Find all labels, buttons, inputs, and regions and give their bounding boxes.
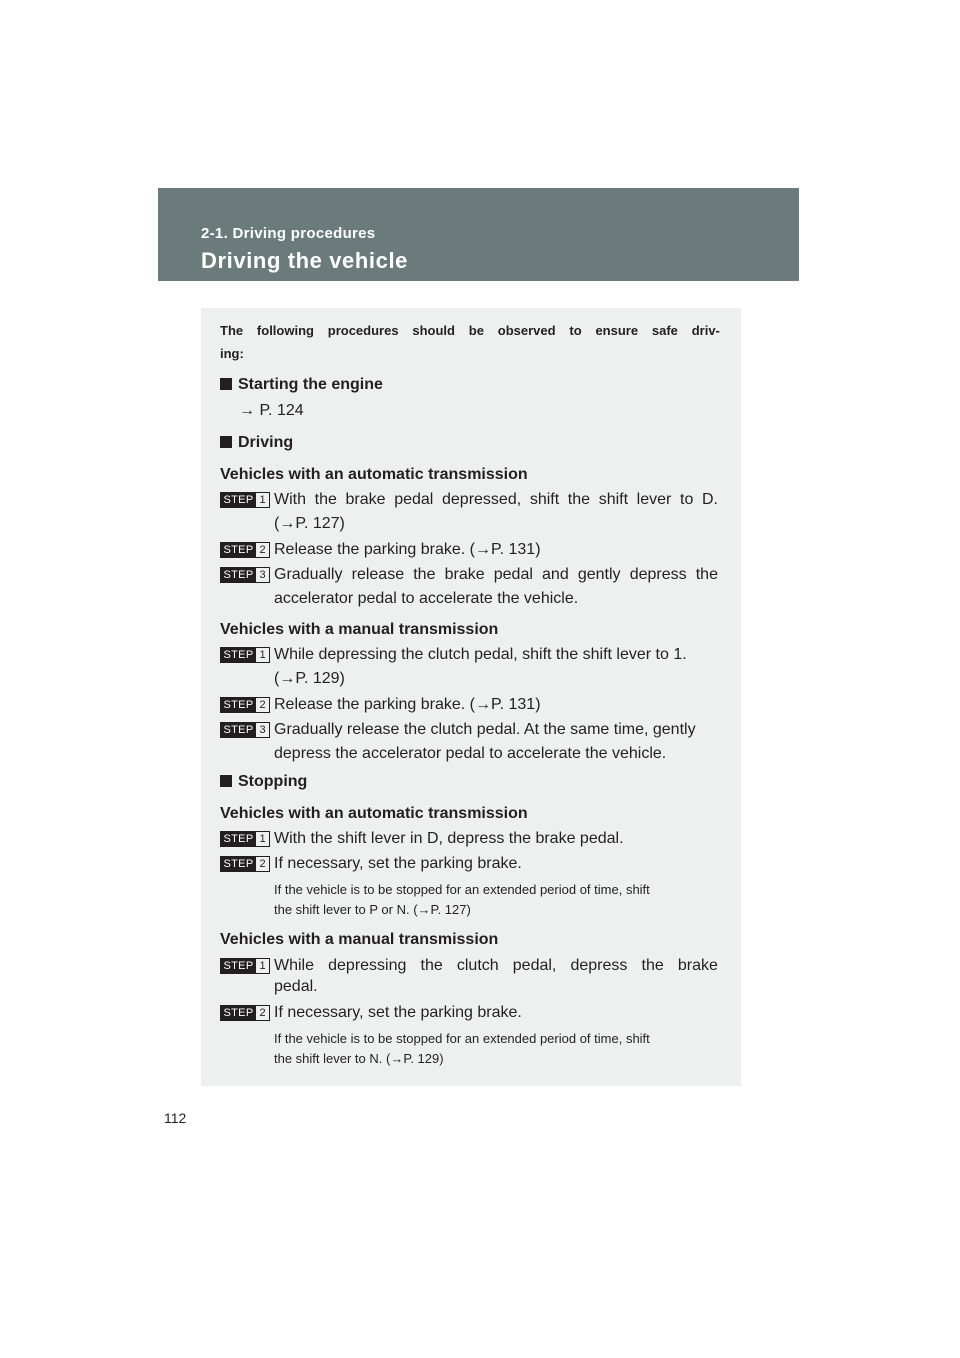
word: gently: [577, 566, 621, 583]
stopping-auto-step1: With the shift lever in D, depress the brake pedal.: [274, 830, 624, 847]
word: Gradually: [274, 566, 343, 583]
word: lever: [636, 491, 672, 508]
page-title: Driving the vehicle: [201, 248, 409, 273]
stopping-manual-note-2: the shift lever to N. (→P. 129): [274, 1051, 444, 1066]
word: to: [680, 491, 694, 508]
driving-manual-step1: While depressing the clutch pedal, shift the shift lever to 1.: [274, 646, 687, 663]
driving-auto-step3-cont: accelerator pedal to accelerate the vehicle.: [274, 590, 579, 607]
square-bullet-icon: [220, 378, 232, 390]
word: observed: [497, 323, 556, 338]
step-2-badge: STEP 2: [220, 697, 270, 713]
driving-manual-step1-ref: (→P. 129): [274, 670, 345, 687]
word: to: [569, 323, 582, 338]
stopping-manual-step1: [274, 956, 718, 975]
driving-auto-title: Vehicles with an automatic transmission: [220, 466, 528, 483]
word: brake: [677, 957, 718, 974]
driving-auto-step2: Release the parking brake. (→P. 131): [274, 541, 541, 558]
content-panel: [201, 308, 741, 1086]
driving-manual-step2: Release the parking brake. (→P. 131): [274, 696, 541, 713]
word: the: [641, 957, 664, 974]
word: brake: [444, 566, 485, 583]
square-bullet-icon: [220, 775, 232, 787]
driving-manual-step3-cont: depress the accelerator pedal to accelerate the vehicle.: [274, 745, 667, 762]
word: With: [274, 491, 306, 508]
word: be: [468, 323, 484, 338]
stopping-manual-title: Vehicles with a manual transmission: [220, 931, 499, 948]
step-3-badge: STEP 3: [220, 722, 270, 738]
word: depress: [570, 957, 628, 974]
word: procedures: [327, 323, 399, 338]
word: and: [542, 566, 569, 583]
page-number: 112: [164, 1110, 187, 1126]
word: depress: [629, 566, 687, 583]
word: the: [413, 566, 436, 583]
stopping-manual-step1-cont: pedal.: [274, 978, 318, 995]
word: shift: [529, 491, 560, 508]
stopping-heading: Stopping: [220, 772, 307, 791]
word: clutch: [456, 957, 499, 974]
word: depressed,: [442, 491, 522, 508]
starting-ref: → P. 124: [239, 402, 304, 419]
intro-line-2: ing:: [220, 346, 244, 361]
word: the: [695, 566, 718, 583]
word: pedal: [394, 491, 434, 508]
driving-auto-step1-ref: (→P. 127): [274, 515, 345, 532]
intro-line-1: [220, 323, 720, 339]
step-1-badge: STEP 1: [220, 958, 270, 974]
driving-auto-step1: [274, 490, 718, 509]
stopping-manual-step2: If necessary, set the parking brake.: [274, 1004, 522, 1021]
step-1-badge: STEP 1: [220, 831, 270, 847]
word: pedal: [493, 566, 533, 583]
square-bullet-icon: [220, 436, 232, 448]
stopping-auto-note-2: the shift lever to P or N. (→P. 127): [274, 902, 471, 917]
step-1-badge: STEP 1: [220, 647, 270, 663]
section-header: [158, 188, 799, 281]
step-2-badge: STEP 2: [220, 856, 270, 872]
step-1-badge: STEP 1: [220, 492, 270, 508]
word: ensure: [595, 323, 639, 338]
word: While: [274, 957, 315, 974]
starting-heading: Starting the engine: [220, 375, 383, 394]
word: release: [351, 566, 405, 583]
word: the: [420, 957, 443, 974]
step-3-badge: STEP 3: [220, 567, 270, 583]
word: D.: [701, 491, 718, 508]
word: driv-: [691, 323, 720, 338]
stopping-auto-title: Vehicles with an automatic transmission: [220, 805, 528, 822]
stopping-auto-step2: If necessary, set the parking brake.: [274, 855, 522, 872]
step-2-badge: STEP 2: [220, 1005, 270, 1021]
word: should: [412, 323, 455, 338]
driving-manual-step3: Gradually release the clutch pedal. At the same time, gently: [274, 721, 696, 738]
word: the: [567, 491, 591, 508]
word: safe: [651, 323, 678, 338]
section-label: 2-1. Driving procedures: [201, 225, 376, 242]
word: brake: [345, 491, 386, 508]
word: pedal,: [512, 957, 557, 974]
step-2-badge: STEP 2: [220, 542, 270, 558]
word: shift: [598, 491, 629, 508]
word: depressing: [328, 957, 407, 974]
word: the: [314, 491, 337, 508]
stopping-auto-note-1: If the vehicle is to be stopped for an extended period of time, shift: [274, 882, 650, 897]
driving-auto-step3: [274, 565, 718, 584]
driving-manual-title: Vehicles with a manual transmission: [220, 621, 499, 638]
stopping-manual-note-1: If the vehicle is to be stopped for an extended period of time, shift: [274, 1031, 650, 1046]
word: following: [256, 323, 314, 338]
word: The: [220, 323, 244, 338]
driving-heading: Driving: [220, 433, 293, 452]
